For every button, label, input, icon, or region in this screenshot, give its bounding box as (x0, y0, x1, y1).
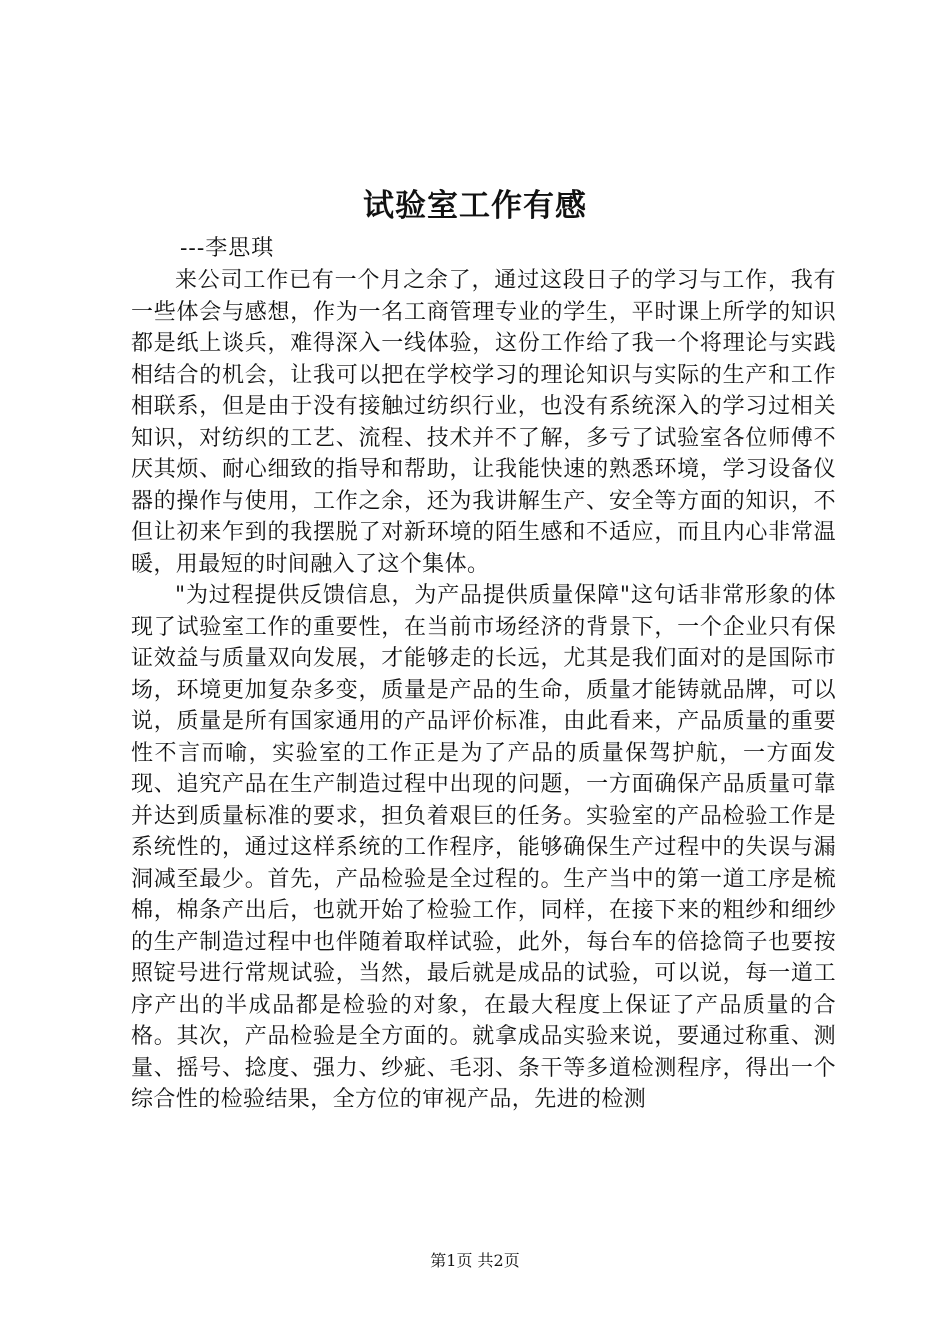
document-author: ---李思琪 (180, 236, 275, 261)
paragraph-1: 来公司工作已有一个月之余了，通过这段日子的学习与工作，我有一些体会与感想，作为一名工商管理专业的学生，平时课上所学的知识都是纸上谈兵，难得深入一线体验，这份工作给了我一个将理论与实践相结合的机会，让我可以把在学校学习的理论知识与实际的生产和工作相联系，但是由于没有接触过纺织行业，也没有系统深入的学习过相关知识，对纺织的工艺、流程、技术并不了解，多亏了试验室各位师傅不厌其烦、耐心细致的指导和帮助，让我能快速的熟悉环境，学习设备仪器的操作与使用，工作之余，还为我讲解生产、安全等方面的知识，不但让初来乍到的我摆脱了对新环境的陌生感和不适应，而且内心非常温暖，用最短的时间融入了这个集体。 (131, 268, 836, 577)
document-title: 试验室工作有感 (363, 188, 587, 224)
paragraph-2: "为过程提供反馈信息，为产品提供质量保障"这句话非常形象的体现了试验室工作的重要性，在当前市场经济的背景下，一个企业只有保证效益与质量双向发展，才能够走的长远，尤其是我们面对的是国际市场，环境更加复杂多变，质量是产品的生命，质量才能铸就品牌，可以说，质量是所有国家通用的产品评价标准，由此看来，产品质量的重要性不言而喻，实验室的工作正是为了产品的质量保驾护航，一方面发现、追究产品在生产制造过程中出现的问题，一方面确保产品质量可靠并达到质量标准的要求，担负着艰巨的任务。实验室的产品检验工作是系统性的，通过这样系统的工作程序，能够确保生产过程中的失误与漏洞减至最少。首先，产品检验是全过程的。生产当中的第一道工序是梳棉，棉条产出后，也就开始了检验工作，同样，在接下来的粗纱和细纱的生产制造过程中也伴随着取样试验，此外，每台车的倍捻筒子也要按照锭号进行常规试验，当然，最后就是成品的试验，可以说，每一道工序产出的半成品都是检验的对象，在最大程度上保证了产品质量的合格。其次，产品检验是全方面的。就拿成品实验来说，要通过称重、测量、摇号、捻度、强力、纱疵、毛羽、条干等多道检测程序，得出一个综合性的检验结果，全方位的审视产品，先进的检测 (131, 583, 836, 1112)
page-number-footer: 第1页 共2页 (430, 1251, 520, 1270)
document-body (131, 265, 836, 1116)
